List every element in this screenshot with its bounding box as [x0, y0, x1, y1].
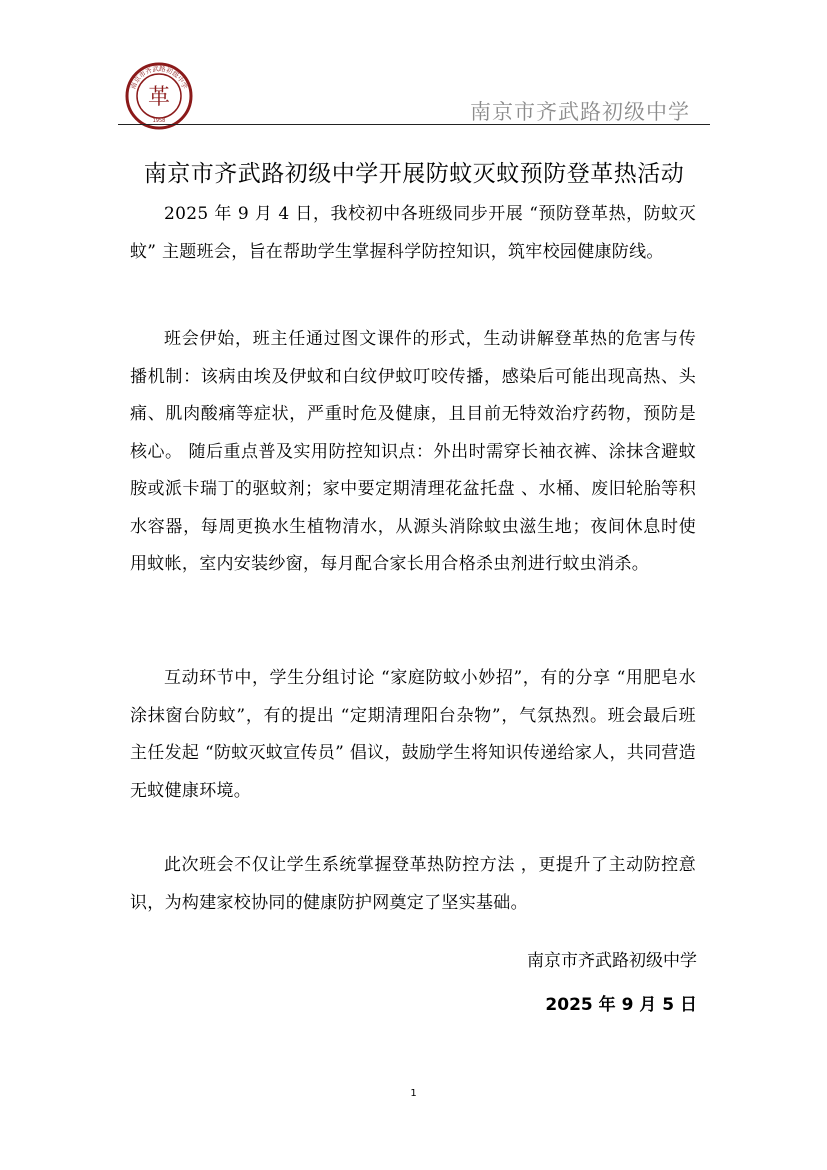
logo-ring-text: 南京市齐武路初级中学	[129, 64, 189, 91]
school-logo	[125, 62, 193, 130]
page-number: 1	[410, 1088, 417, 1099]
logo-year: 1958	[152, 118, 166, 124]
document-title: 南京市齐武路初级中学开展防蚊灭蚊预防登革热活动	[143, 161, 685, 187]
logo-glyph: 革	[147, 85, 171, 110]
paragraph-interaction: 互动环节中，学生分组讨论 “家庭防蚊小妙招”，有的分享 “用肥皂水涂抹窗台防蚊”，有的提出 “定期清理阳台杂物”，气氛热烈。班会最后班主任发起 “防蚊灭蚊宣传员” 倡议，鼓励学生将知识传递给家人，共同营造无蚊健康环境。	[130, 668, 696, 801]
header-school-name: 南京市齐武路初级中学	[470, 100, 690, 124]
signature-org: 南京市齐武路初级中学	[527, 951, 697, 971]
paragraph-intro: 2025 年 9 月 4 日，我校初中各班级同步开展 “预防登革热，防蚊灭蚊” 主题班会，旨在帮助学生掌握科学防控知识，筑牢校园健康防线。	[130, 204, 696, 262]
paragraph-conclusion: 此次班会不仅让学生系统掌握登革热防控方法 ，更提升了主动防控意识，为构建家校协同的健康防护网奠定了坚实基础。	[130, 855, 696, 913]
paragraph-lecture: 班会伊始，班主任通过图文课件的形式，生动讲解登革热的危害与传播机制：该病由埃及伊蚊和白纹伊蚊叮咬传播，感染后可能出现高热、头痛、肌肉酸痛等症状，严重时危及健康，且目前无特效治疗药物，预防是核心。 随后重点普及实用防控知识点：外出时需穿长袖衣裤、涂抹含避蚊胺或派卡瑞丁的驱蚊剂；家中要定期清理花盆托盘 、水桶、废旧轮胎等积水容器，每周更换水生植物清水，从源头消除蚊虫滋生地；夜间休息时使用蚊帐，室内安装纱窗，每月配合家长用合格杀虫剂进行蚊虫消杀。	[130, 329, 696, 574]
signature-date: 2025 年 9 月 5 日	[545, 995, 697, 1015]
header-divider	[118, 124, 710, 125]
